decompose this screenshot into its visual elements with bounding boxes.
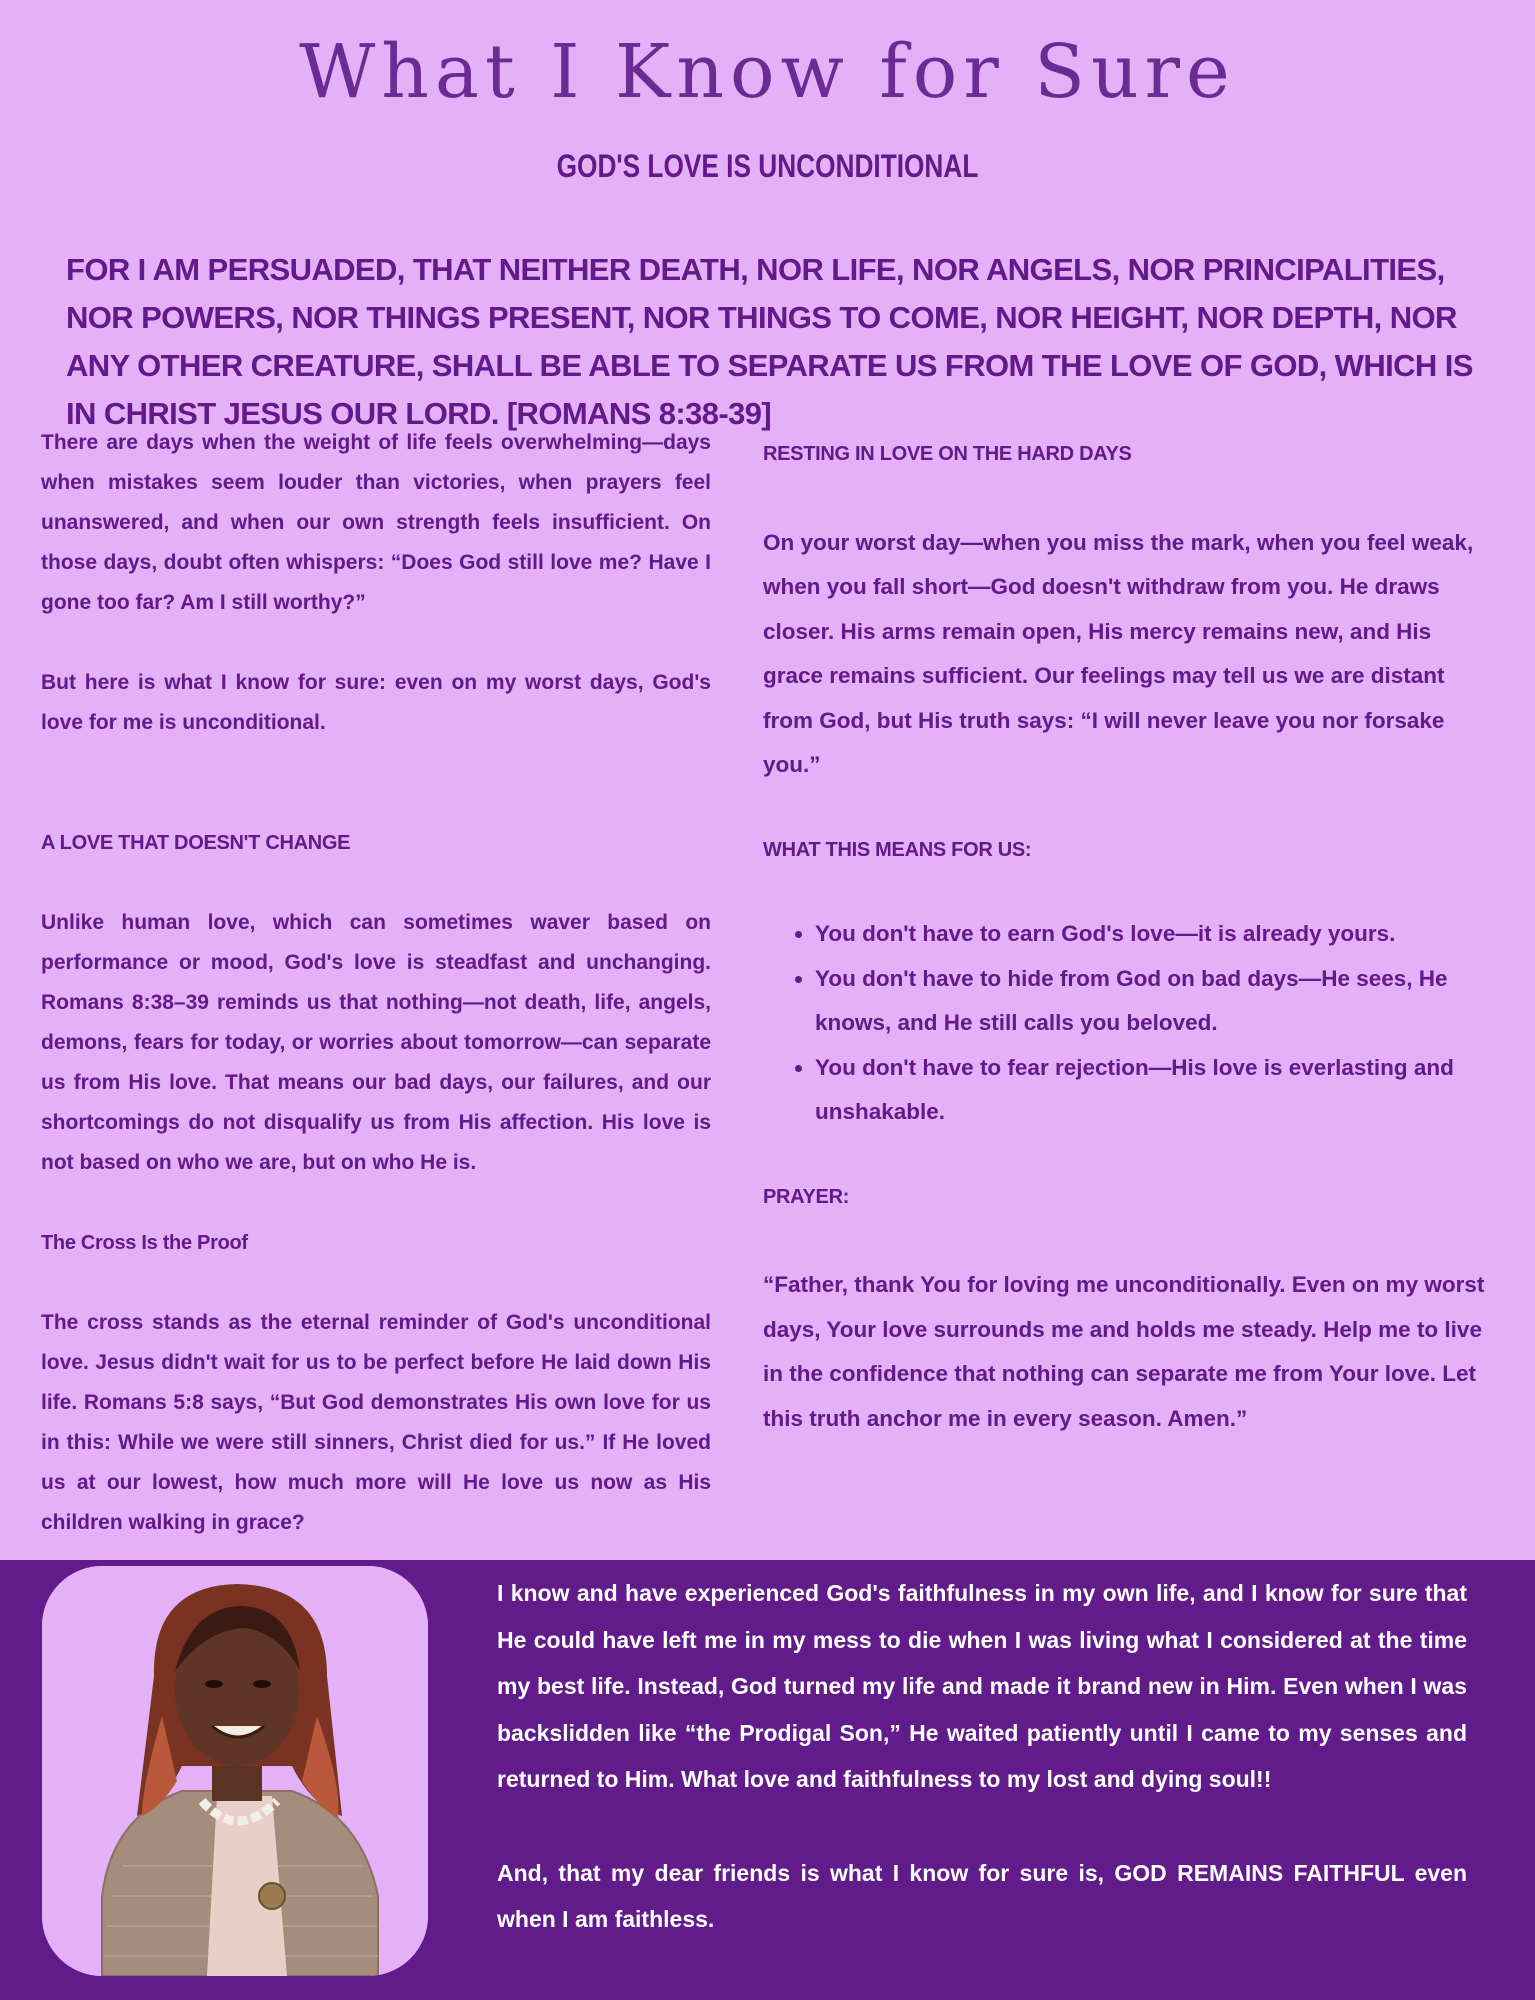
prayer-text: “Father, thank You for loving me unconditionally. Even on my worst days, Your love surrounds me and holds me steady. Help me to live in the confidence that nothing can separate me from Your love. Let this truth anchor me in every season. Amen.” bbox=[763, 1272, 1485, 1431]
page-title: What I Know for Sure bbox=[299, 29, 1236, 115]
list-item: • You don't have to earn God's love—it is already yours. bbox=[815, 912, 1495, 957]
page-subtitle: GOD'S LOVE IS UNCONDITIONAL bbox=[556, 148, 979, 184]
author-portrait-icon bbox=[42, 1566, 428, 1976]
intro-paragraph-2: But here is what I know for sure: even on my worst days, God's love for me is unconditional. bbox=[41, 671, 711, 734]
right-column bbox=[763, 432, 1495, 1441]
section-heading-love-unchanging: A LOVE THAT DOESN'T CHANGE bbox=[41, 832, 351, 854]
section-body-love-unchanging: Unlike human love, which can sometimes waver based on performance or mood, God's love is steadfast and unchanging. Romans 8:38–39 reminds us that nothing—not death, life, angels, demons, fears for today, or worries about tomorrow—can separate us from His love. That means our bad days, our failures, and our shortcomings do not disqualify us from His affection. His love is not based on who we are, but on who He is. bbox=[41, 911, 711, 1174]
section-heading-prayer: PRAYER: bbox=[763, 1185, 850, 1208]
list-item: • You don't have to hide from God on bad days—He sees, He knows, and He still calls you beloved. bbox=[815, 957, 1495, 1046]
intro-paragraph-1: There are days when the weight of life feels overwhelming—days when mistakes seem louder than victories, when prayers feel unanswered, and when our own strength feels insufficient. On those days, doubt often whispers: “Does God still love me? Have I gone too far? Am I still worthy?” bbox=[41, 431, 711, 614]
section-heading-what-this-means: WHAT THIS MEANS FOR US: bbox=[763, 838, 1032, 861]
section-heading-cross-proof: The Cross Is the Proof bbox=[41, 1232, 248, 1254]
testimony-paragraph-1: I know and have experienced God's faithfulness in my own life, and I know for sure that He could have left me in my mess to die when I was living what I considered at the time my best life. Instead, God turned my life and made it brand new in Him. Even when I was backslidden like “the Prodigal Son,” He waited patiently until I came to my senses and returned to Him. What love and faithfulness to my lost and dying soul!! bbox=[497, 1580, 1467, 1792]
author-footer bbox=[0, 1560, 1535, 2000]
section-heading-resting: RESTING IN LOVE ON THE HARD DAYS bbox=[763, 443, 1132, 465]
section-body-resting: On your worst day—when you miss the mark, when you feel weak, when you fall short—God doesn't withdraw from you. He draws closer. His arms remain open, His mercy remains new, and His grace remains sufficient. Our feelings may tell us we are distant from God, but His truth says: “I will never leave you nor forsake you.” bbox=[763, 529, 1474, 777]
testimony-paragraph-2: And, that my dear friends is what I know for sure is, GOD REMAINS FAITHFUL even when I am faithless. bbox=[497, 1859, 1467, 1932]
section-body-cross-proof: The cross stands as the eternal reminder of God's unconditional love. Jesus didn't wait for us to be perfect before He laid down His life. Romans 5:8 says, “But God demonstrates His own love for us in this: While we were still sinners, Christ died for us.” If He loved us at our lowest, how much more will He love us now as His children walking in grace? bbox=[41, 1311, 711, 1534]
list-item: • You don't have to fear rejection—His love is everlasting and unshakable. bbox=[815, 1046, 1495, 1135]
scripture-verse: FOR I AM PERSUADED, THAT NEITHER DEATH, NOR LIFE, NOR ANGELS, NOR PRINCIPALITIES, NOR POWERS, NOR THINGS PRESENT, NOR THINGS TO COME, NOR HEIGHT, NOR DEPTH, NOR ANY OTHER CREATURE, SHALL BE ABLE TO SEPARATE US FROM THE LOVE OF GOD, WHICH IS IN CHRIST JESUS OUR LORD. [ROMANS 8:38-39] bbox=[66, 252, 1473, 431]
left-column bbox=[41, 423, 711, 1543]
what-this-means-list bbox=[763, 912, 1495, 1135]
testimony-text bbox=[497, 1570, 1467, 1943]
author-photo bbox=[42, 1566, 428, 1976]
